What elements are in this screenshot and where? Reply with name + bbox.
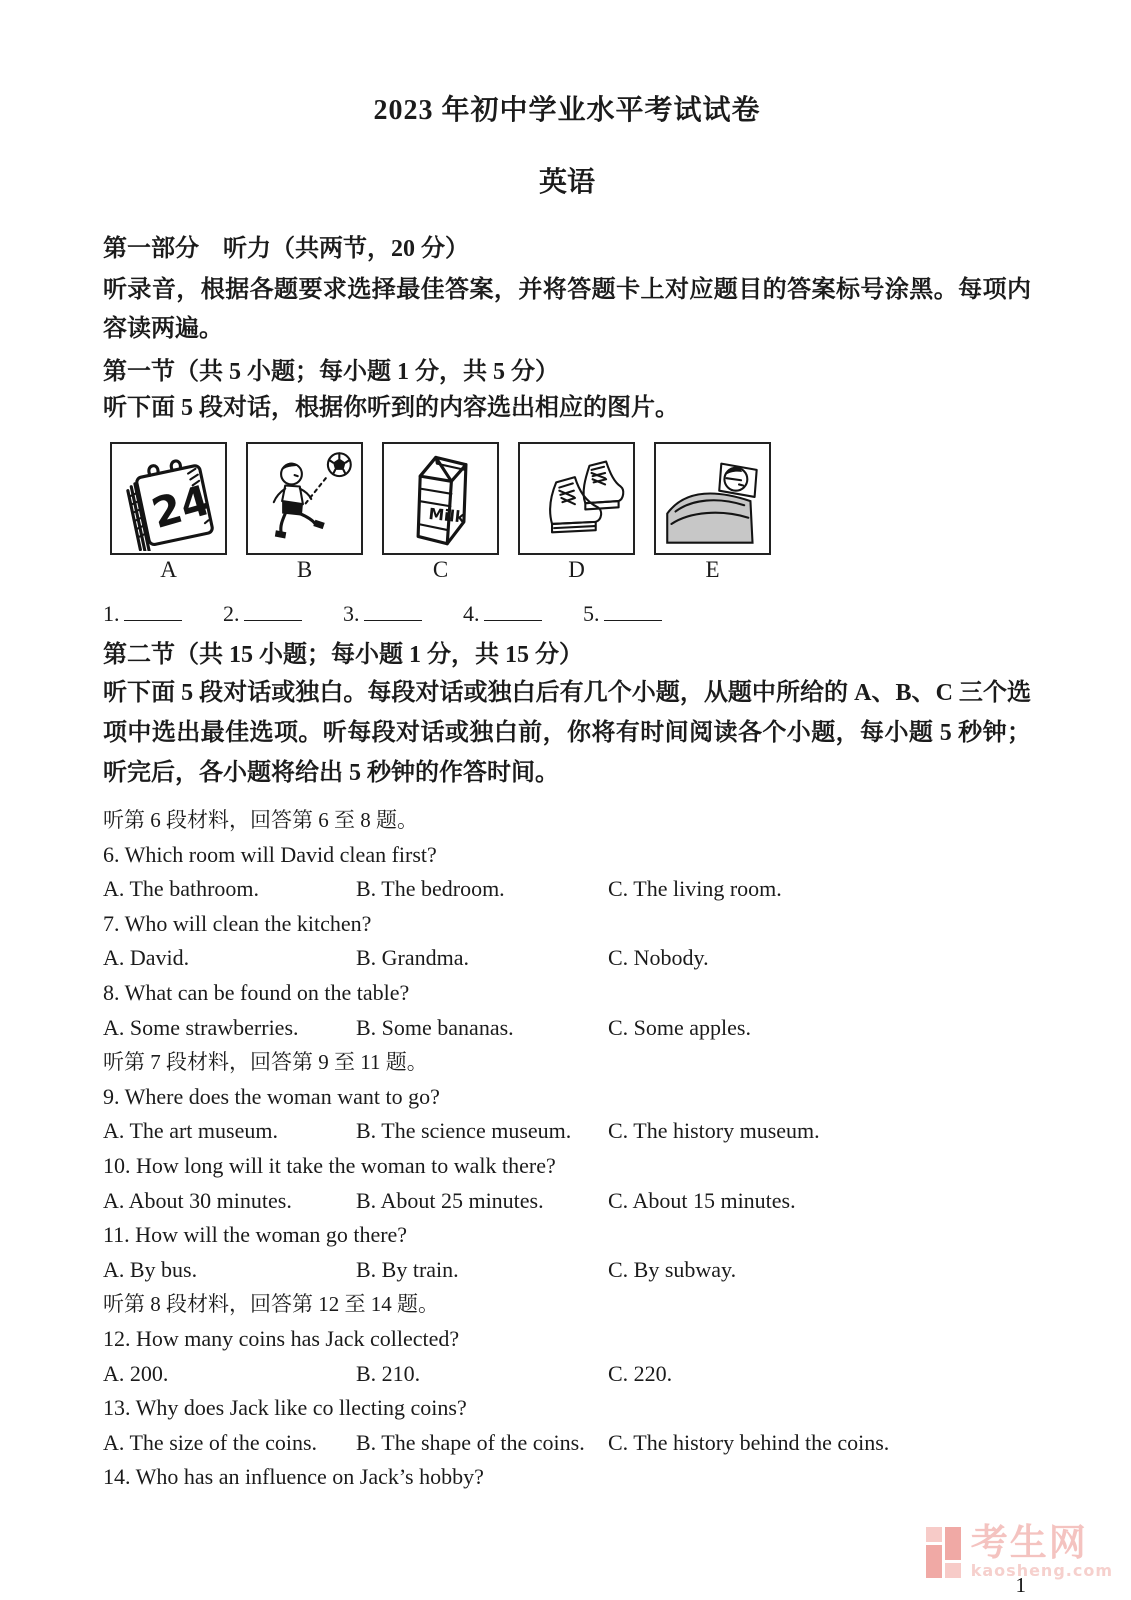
picture-label-c: C xyxy=(432,557,449,582)
picture-option-b xyxy=(246,442,363,583)
option-a: A. David. xyxy=(103,945,190,971)
blank-line xyxy=(244,601,302,621)
option-b: B. The bedroom. xyxy=(356,876,505,902)
question-11-options xyxy=(103,1253,1031,1288)
picture-label-a: A xyxy=(160,557,177,582)
watermark-domain: kaosheng.com xyxy=(970,1561,1113,1580)
kaosheng-logo-icon xyxy=(926,1527,961,1578)
question-6-options xyxy=(103,872,1031,907)
blank-line xyxy=(124,601,182,621)
option-c: C. The history behind the coins. xyxy=(608,1429,890,1455)
picture-option-a xyxy=(110,442,227,583)
picture-option-e xyxy=(654,442,771,583)
picture-label-d: D xyxy=(568,557,585,582)
option-a: A. Some strawberries. xyxy=(103,1014,299,1040)
answer-blank-2: 2. xyxy=(223,601,302,627)
question-10-options xyxy=(103,1184,1031,1219)
option-b: B. The science museum. xyxy=(356,1118,572,1144)
picture-option-d xyxy=(518,442,635,583)
option-a: A. By bus. xyxy=(103,1256,198,1282)
watermark-site-name: 考生网 xyxy=(970,1521,1088,1564)
question-8: 8. What can be found on the table? xyxy=(103,979,410,1005)
option-c: C. Some apples. xyxy=(608,1014,751,1040)
calendar-24-icon xyxy=(110,442,227,555)
question-11: 11. How will the woman go there? xyxy=(103,1222,408,1248)
answer-blank-1: 1. xyxy=(103,601,182,627)
option-c: C. By subway. xyxy=(608,1256,737,1282)
question-12: 12. How many coins has Jack collected? xyxy=(103,1325,460,1351)
question-6: 6. Which room will David clean first? xyxy=(103,841,437,867)
option-c: C. Nobody. xyxy=(608,945,709,971)
question-13-options xyxy=(103,1426,1031,1461)
picture-label-b: B xyxy=(296,557,313,582)
option-b: B. 210. xyxy=(356,1360,421,1386)
option-b: B. Some bananas. xyxy=(356,1014,514,1040)
sneakers-icon xyxy=(518,442,635,555)
part1-heading: 第一部分 听力（共两节，20 分） xyxy=(103,236,469,262)
option-a: A. About 30 minutes. xyxy=(103,1187,292,1213)
watermark-text xyxy=(970,1521,1113,1580)
answer-blanks-row xyxy=(103,601,1031,627)
question-13: 13. Why does Jack like co llecting coins? xyxy=(103,1395,467,1421)
option-b: B. About 25 minutes. xyxy=(356,1187,544,1213)
question-10: 10. How long will it take the woman to walk there? xyxy=(103,1152,556,1178)
blank-line xyxy=(604,601,662,621)
option-c: C. The living room. xyxy=(608,876,782,902)
person-sleeping-icon xyxy=(654,442,771,555)
material-intro: 听第 6 段材料，回答第 6 至 8 题。 xyxy=(103,808,418,832)
option-a: A. The bathroom. xyxy=(103,876,260,902)
exam-subject: 英语 xyxy=(538,167,595,198)
answer-blank-4: 4. xyxy=(463,601,542,627)
question-9-options xyxy=(103,1114,1031,1149)
question-7-options xyxy=(103,941,1031,976)
svg-text:Milk: Milk xyxy=(427,504,466,527)
question-9: 9. Where does the woman want to go? xyxy=(103,1083,440,1109)
question-7: 7. Who will clean the kitchen? xyxy=(103,910,372,936)
question-12-options xyxy=(103,1357,1031,1392)
section2-heading: 第二节（共 15 小题；每小题 1 分，共 15 分） xyxy=(103,642,583,668)
option-c: C. 220. xyxy=(608,1360,673,1386)
question-14: 14. Who has an influence on Jack’s hobby? xyxy=(103,1464,484,1490)
picture-option-c xyxy=(382,442,499,583)
option-a: A. The art museum. xyxy=(103,1118,278,1144)
answer-blank-3: 3. xyxy=(343,601,422,627)
material-intro: 听第 7 段材料，回答第 9 至 11 题。 xyxy=(103,1050,428,1075)
option-b: B. By train. xyxy=(356,1256,459,1282)
option-c: C. About 15 minutes. xyxy=(608,1187,796,1213)
milk-carton-icon xyxy=(382,442,499,555)
kaosheng-watermark xyxy=(926,1521,1113,1580)
blank-line xyxy=(364,601,422,621)
section1-heading: 第一节（共 5 小题；每小题 1 分，共 5 分） xyxy=(103,359,559,385)
picture-label-e: E xyxy=(705,557,720,582)
option-a: A. 200. xyxy=(103,1360,169,1386)
option-a: A. The size of the coins. xyxy=(103,1429,318,1455)
option-b: B. The shape of the coins. xyxy=(356,1429,585,1455)
question-8-options xyxy=(103,1011,1031,1046)
boy-kicking-football-icon xyxy=(246,442,363,555)
exam-title: 2023 年初中学业水平考试试卷 xyxy=(373,95,761,126)
picture-options-row xyxy=(110,442,1031,583)
section1-instruction: 听下面 5 段对话，根据你听到的内容选出相应的图片。 xyxy=(103,395,679,421)
option-b: B. Grandma. xyxy=(356,945,470,971)
material-intro: 听第 8 段材料，回答第 12 至 14 题。 xyxy=(103,1292,439,1317)
answer-blank-5: 5. xyxy=(583,601,662,627)
svg-text:24: 24 xyxy=(145,474,216,538)
part1-instruction: 听录音，根据各题要求选择最佳答案，并将答题卡上对应题目的答案标号涂黑。每项内容读两遍。 xyxy=(103,277,1031,342)
listening-questions xyxy=(103,803,1031,1495)
option-c: C. The history museum. xyxy=(608,1118,820,1144)
section2-instruction: 听下面 5 段对话或独白。每段对话或独白后有几个小题，从题中所给的 A、B、C 三个选项中选出最佳选项。听每段对话或独白前，你将有时间阅读各个小题，每小题 5 秒钟；听完后，各小题将给出 5 秒钟的作答时间。 xyxy=(103,680,1031,786)
page-number: 1 xyxy=(1015,1573,1026,1597)
blank-line xyxy=(484,601,542,621)
